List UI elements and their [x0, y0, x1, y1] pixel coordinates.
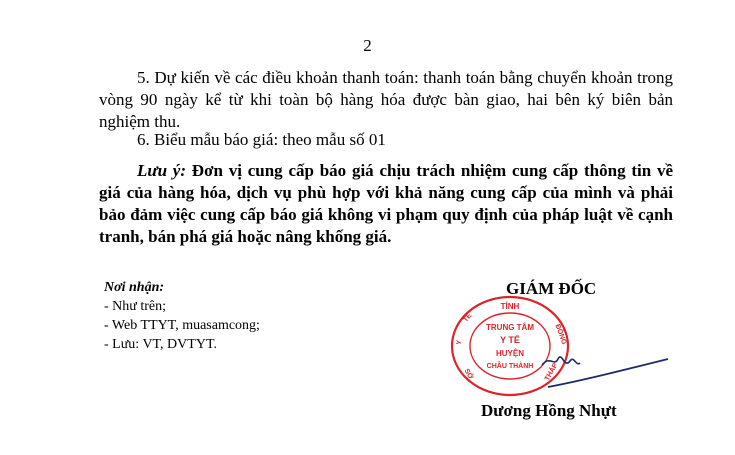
handwritten-signature-icon	[540, 345, 670, 395]
svg-text:Y TẾ: Y TẾ	[500, 335, 520, 345]
svg-text:TẾ: TẾ	[462, 312, 474, 324]
recipient-item: - Lưu: VT, DVTYT.	[104, 337, 217, 352]
svg-text:ĐỒNG: ĐỒNG	[553, 323, 568, 346]
note-text: Đơn vị cung cấp báo giá chịu trách nhiệm cung cấp thông tin về giá của hàng hóa, dịch vụ phù hợp với khả năng cung cấp của mình và phải bảo đảm việc cung cấp báo giá không vi phạm quy định của pháp luật về cạnh tranh, bán phá giá hoặc nâng khống giá.	[99, 161, 673, 246]
note-paragraph	[99, 160, 673, 248]
recipient-item: - Như trên;	[104, 299, 167, 314]
quote-form-paragraph: 6. Biểu mẫu báo giá: theo mẫu số 01	[137, 130, 386, 149]
recipient-item: - Web TTYT, muasamcong;	[104, 318, 260, 333]
svg-text:Y: Y	[455, 339, 464, 346]
payment-terms-paragraph: 5. Dự kiến về các điều khoản thanh toán: thanh toán bằng chuyển khoản trong vòng 90 ngày kể từ khi toàn bộ hàng hóa được bàn giao, hai bên ký biên bản nghiệm thu.	[99, 68, 673, 131]
signer-name: Dương Hồng Nhựt	[481, 401, 617, 420]
svg-text:TỈNH: TỈNH	[500, 302, 520, 311]
svg-text:THÁP: THÁP	[543, 362, 560, 383]
svg-text:CHÂU THÀNH: CHÂU THÀNH	[486, 363, 534, 370]
svg-text:TRUNG TÂM: TRUNG TÂM	[486, 323, 534, 332]
recipients-heading: Nơi nhận:	[104, 280, 165, 295]
note-lead: Lưu ý:	[137, 161, 187, 180]
svg-text:SỞ: SỞ	[462, 367, 474, 381]
signature-title: GIÁM ĐỐC	[506, 279, 597, 298]
svg-text:HUYỆN: HUYỆN	[495, 349, 525, 358]
page-number: 2	[363, 36, 372, 55]
recipients-block	[104, 278, 260, 354]
